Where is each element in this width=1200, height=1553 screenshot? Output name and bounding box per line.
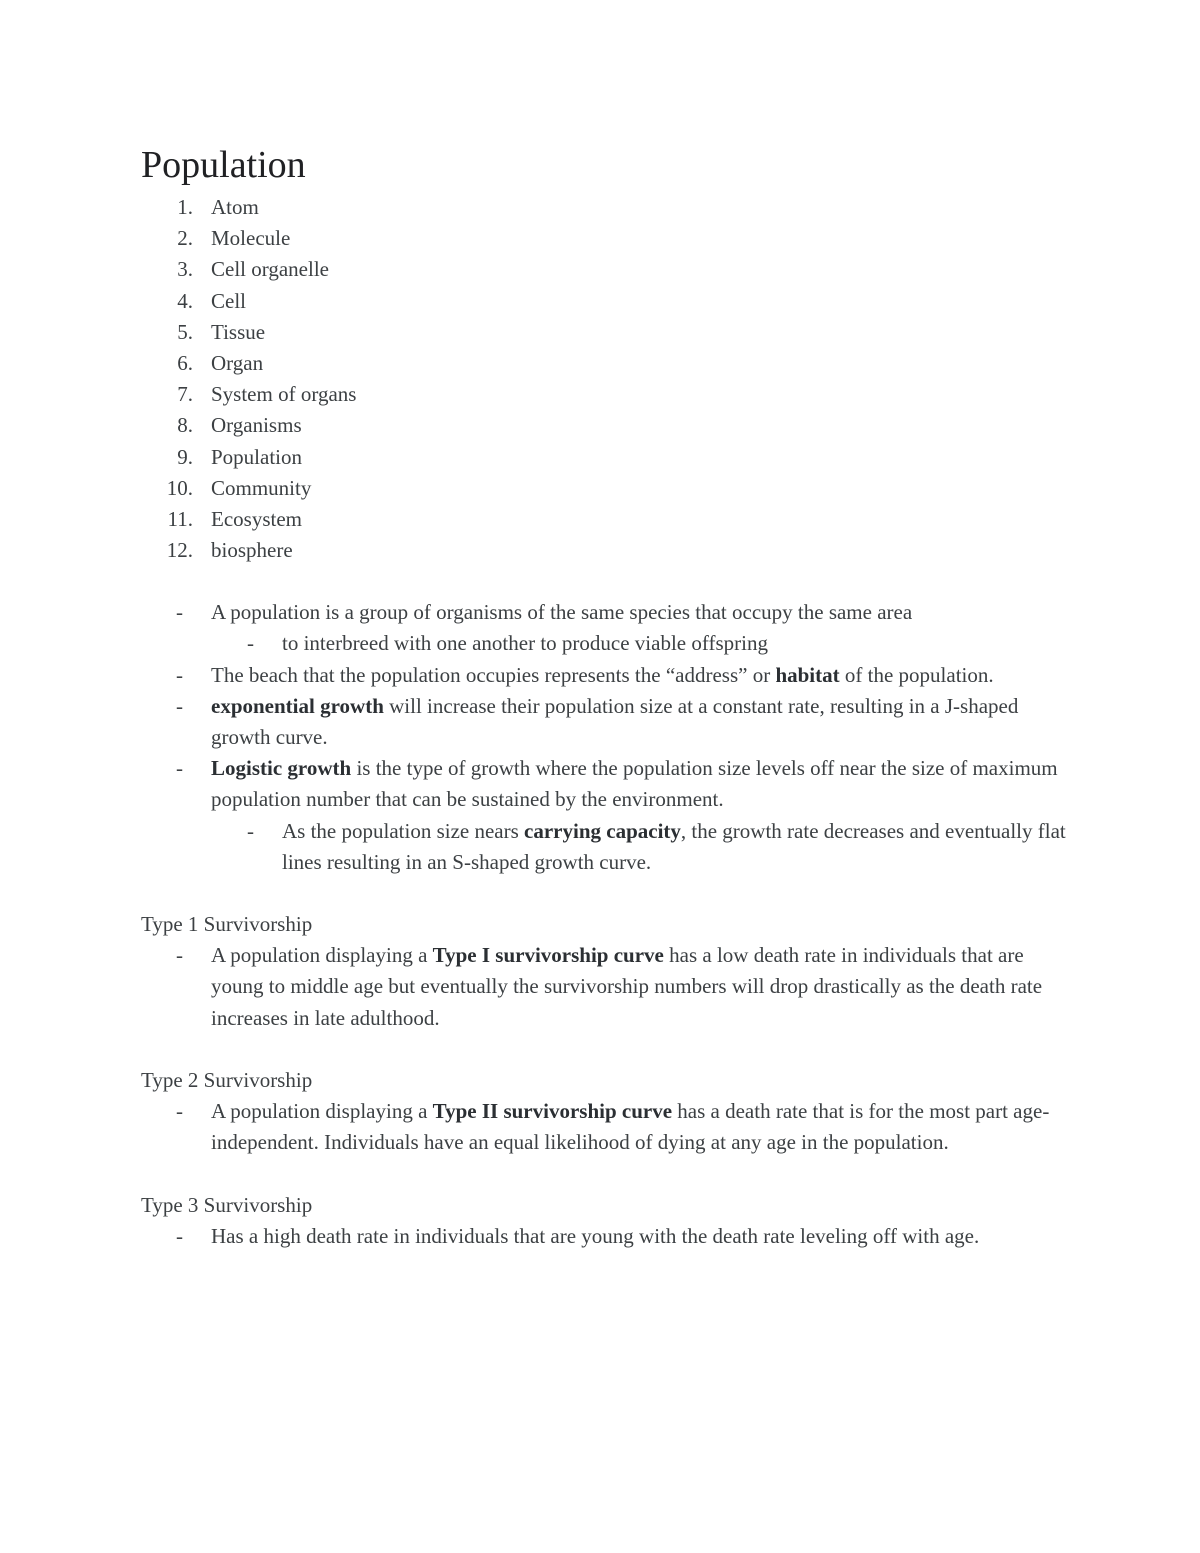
type1-heading: Type 1 Survivorship	[141, 912, 313, 937]
list-item: 9. Population	[177, 444, 303, 469]
note-carrying-capacity: - As the population size nears carrying capacity, the growth rate decreases and eventually flat lines resulting in an S-shaped growth curve.	[247, 818, 1066, 874]
list-item: 5. Tissue	[177, 319, 266, 344]
type3-note: - Has a high death rate in individuals that are young with the death rate leveling off with age.	[176, 1223, 980, 1248]
document-page	[141, 140, 1071, 1252]
list-item: 4. Cell	[177, 288, 246, 313]
list-item: 2. Molecule	[177, 226, 291, 251]
note-interbreed: - to interbreed with one another to produce viable offspring	[247, 631, 768, 656]
note-population-definition: - A population is a group of organisms of the same species that occupy the same area	[176, 600, 913, 625]
page-title: Population	[141, 144, 306, 186]
list-item: 7. System of organs	[177, 382, 357, 407]
list-item: 12. biosphere	[166, 538, 293, 563]
note-habitat: - The beach that the population occupies represents the “address” or habitat of the population.	[176, 662, 994, 687]
list-item: 1. Atom	[177, 195, 259, 219]
list-item: 10. Community	[166, 475, 312, 500]
note-logistic-growth: - Logistic growth is the type of growth where the population size levels off near the size of maximum population number that can be sustained by the environment.	[176, 756, 1058, 812]
list-item: 6. Organ	[177, 350, 264, 375]
levels-of-organization-list	[141, 192, 1071, 566]
note-exponential-growth: - exponential growth will increase their population size at a constant rate, resulting in a J-shaped growth curve.	[176, 693, 1019, 750]
list-item: 8. Organisms	[177, 413, 302, 438]
list-item: 11. Ecosystem	[167, 506, 302, 531]
type1-note: - A population displaying a Type I survivorship curve has a low death rate in individuals that are young to middle age but eventually the survivorship numbers will drop drastically as the death rate increases in late adulthood.	[176, 943, 1043, 1030]
type2-note: - A population displaying a Type II survivorship curve has a death rate that is for the most part age-independent. Individuals have an equal likelihood of dying at any age in the population.	[176, 1099, 1050, 1155]
type2-heading: Type 2 Survivorship	[141, 1067, 313, 1092]
type3-heading: Type 3 Survivorship	[141, 1192, 313, 1217]
population-notes	[141, 597, 1071, 878]
list-item: 3. Cell organelle	[177, 257, 329, 282]
